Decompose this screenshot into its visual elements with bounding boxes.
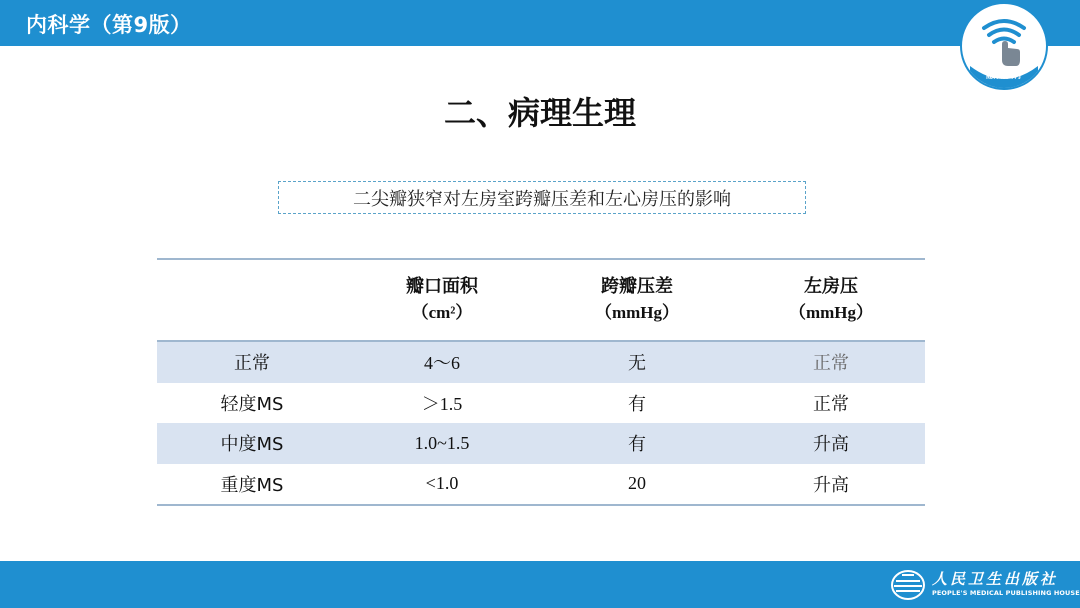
- cell-la-pressure: 正常: [813, 353, 849, 375]
- publisher-name: 人民卫生出版社: [932, 570, 1059, 588]
- table-row: [157, 342, 925, 383]
- pressure-table: [157, 258, 925, 506]
- header-unit: （cm²）: [411, 303, 473, 322]
- table-row: [157, 464, 925, 505]
- cell-la-pressure: 升高: [813, 474, 849, 496]
- cell-gradient: 无: [628, 353, 646, 375]
- header-cell-empty: [157, 260, 347, 340]
- row-label: 正常: [234, 353, 270, 375]
- header-bar: [0, 0, 1080, 46]
- row-label: 轻度MS: [220, 393, 284, 415]
- cell-gradient: 有: [628, 393, 646, 415]
- header-unit: （mmHg）: [594, 303, 680, 322]
- cell-la-pressure: 升高: [813, 434, 849, 456]
- cell-valve-area: 1.0~1.5: [414, 432, 470, 453]
- row-label: 重度MS: [220, 474, 284, 496]
- publisher-name-en: PEOPLE'S MEDICAL PUBLISHING HOUSE: [932, 589, 1080, 597]
- badge-label: 融合教材: [985, 71, 1022, 81]
- cell-gradient: 20: [628, 473, 646, 494]
- header-cell-gradient: [537, 260, 737, 340]
- slide-title: 二、病理生理: [443, 94, 636, 132]
- cell-gradient: 有: [628, 434, 646, 456]
- table-header-row: [157, 260, 925, 342]
- publisher-logo-icon: [890, 569, 926, 601]
- header-label: 跨瓣压差: [601, 276, 673, 297]
- header-unit: （mmHg）: [788, 303, 874, 322]
- fusion-textbook-badge[interactable]: [960, 2, 1048, 90]
- header-cell-valve-area: [347, 260, 537, 340]
- cell-valve-area: <1.0: [425, 473, 459, 494]
- cell-valve-area: 4～6: [424, 353, 460, 374]
- cell-valve-area: ＞1.5: [421, 393, 463, 414]
- table-row: [157, 383, 925, 424]
- table-row: [157, 423, 925, 464]
- cell-la-pressure: 正常: [813, 393, 849, 415]
- header-label: 左房压: [804, 276, 858, 297]
- header-cell-la-pressure: [737, 260, 925, 340]
- publisher-logo: [890, 567, 1080, 603]
- row-label: 中度MS: [220, 434, 284, 456]
- table-caption: 二尖瓣狭窄对左房室跨瓣压差和左心房压的影响: [278, 181, 806, 214]
- book-title: 内科学（第9版）: [26, 13, 192, 37]
- header-label: 瓣口面积: [406, 276, 478, 297]
